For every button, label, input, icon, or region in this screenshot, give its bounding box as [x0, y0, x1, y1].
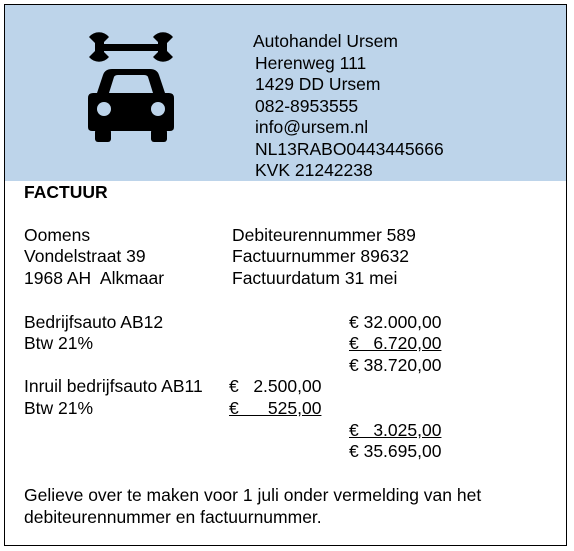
line-tradein-label: Inruil bedrijfsauto AB11	[24, 376, 203, 396]
line-tradein-total: € 3.025,00	[349, 420, 442, 440]
company-kvk: KVK 21242238	[255, 160, 373, 180]
payment-note	[24, 485, 481, 528]
invoice-header	[5, 5, 566, 181]
line-vat2-amount: € 525,00	[229, 398, 322, 418]
payment-note-line1: Gelieve over te maken voor 1 juli onder vermelding van het	[24, 485, 482, 505]
company-iban: NL13RABO0443445666	[255, 138, 444, 159]
invoice-number: Factuurnummer 89632	[232, 246, 410, 266]
company-name: Autohandel Ursem	[253, 31, 398, 51]
customer-name: Oomens	[24, 225, 91, 245]
company-street: Herenweg 111	[255, 52, 367, 73]
customer-street: Vondelstraat 39	[24, 246, 146, 266]
line-car-amount: € 32.000,00	[349, 312, 442, 332]
debtor-number: Debiteurennummer 589	[232, 225, 416, 245]
invoice-document	[4, 4, 567, 546]
company-email: info@ursem.nl	[255, 117, 369, 137]
car-and-wrench-icon	[85, 31, 177, 143]
line-tradein-amount: € 2.500,00	[229, 376, 322, 396]
line-subtotal: € 38.720,00	[349, 355, 442, 375]
company-city: 1429 DD Ursem	[255, 74, 381, 94]
line-car-label: Bedrijfsauto AB12	[24, 312, 164, 332]
invoice-title: FACTUUR	[24, 182, 108, 202]
payment-note-line2: debiteurennummer en factuurnummer.	[24, 506, 322, 527]
company-phone: 082-8953555	[255, 95, 359, 116]
line-grand-total: € 35.695,00	[349, 441, 442, 461]
company-details	[255, 31, 444, 182]
invoice-date: Factuurdatum 31 mei	[232, 268, 398, 288]
line-vat1-amount: € 6.720,00	[349, 333, 442, 353]
line-vat1-label: Btw 21%	[24, 333, 94, 353]
line-vat2-label: Btw 21%	[24, 398, 94, 418]
customer-city: 1968 AH Alkmaar	[24, 268, 165, 288]
